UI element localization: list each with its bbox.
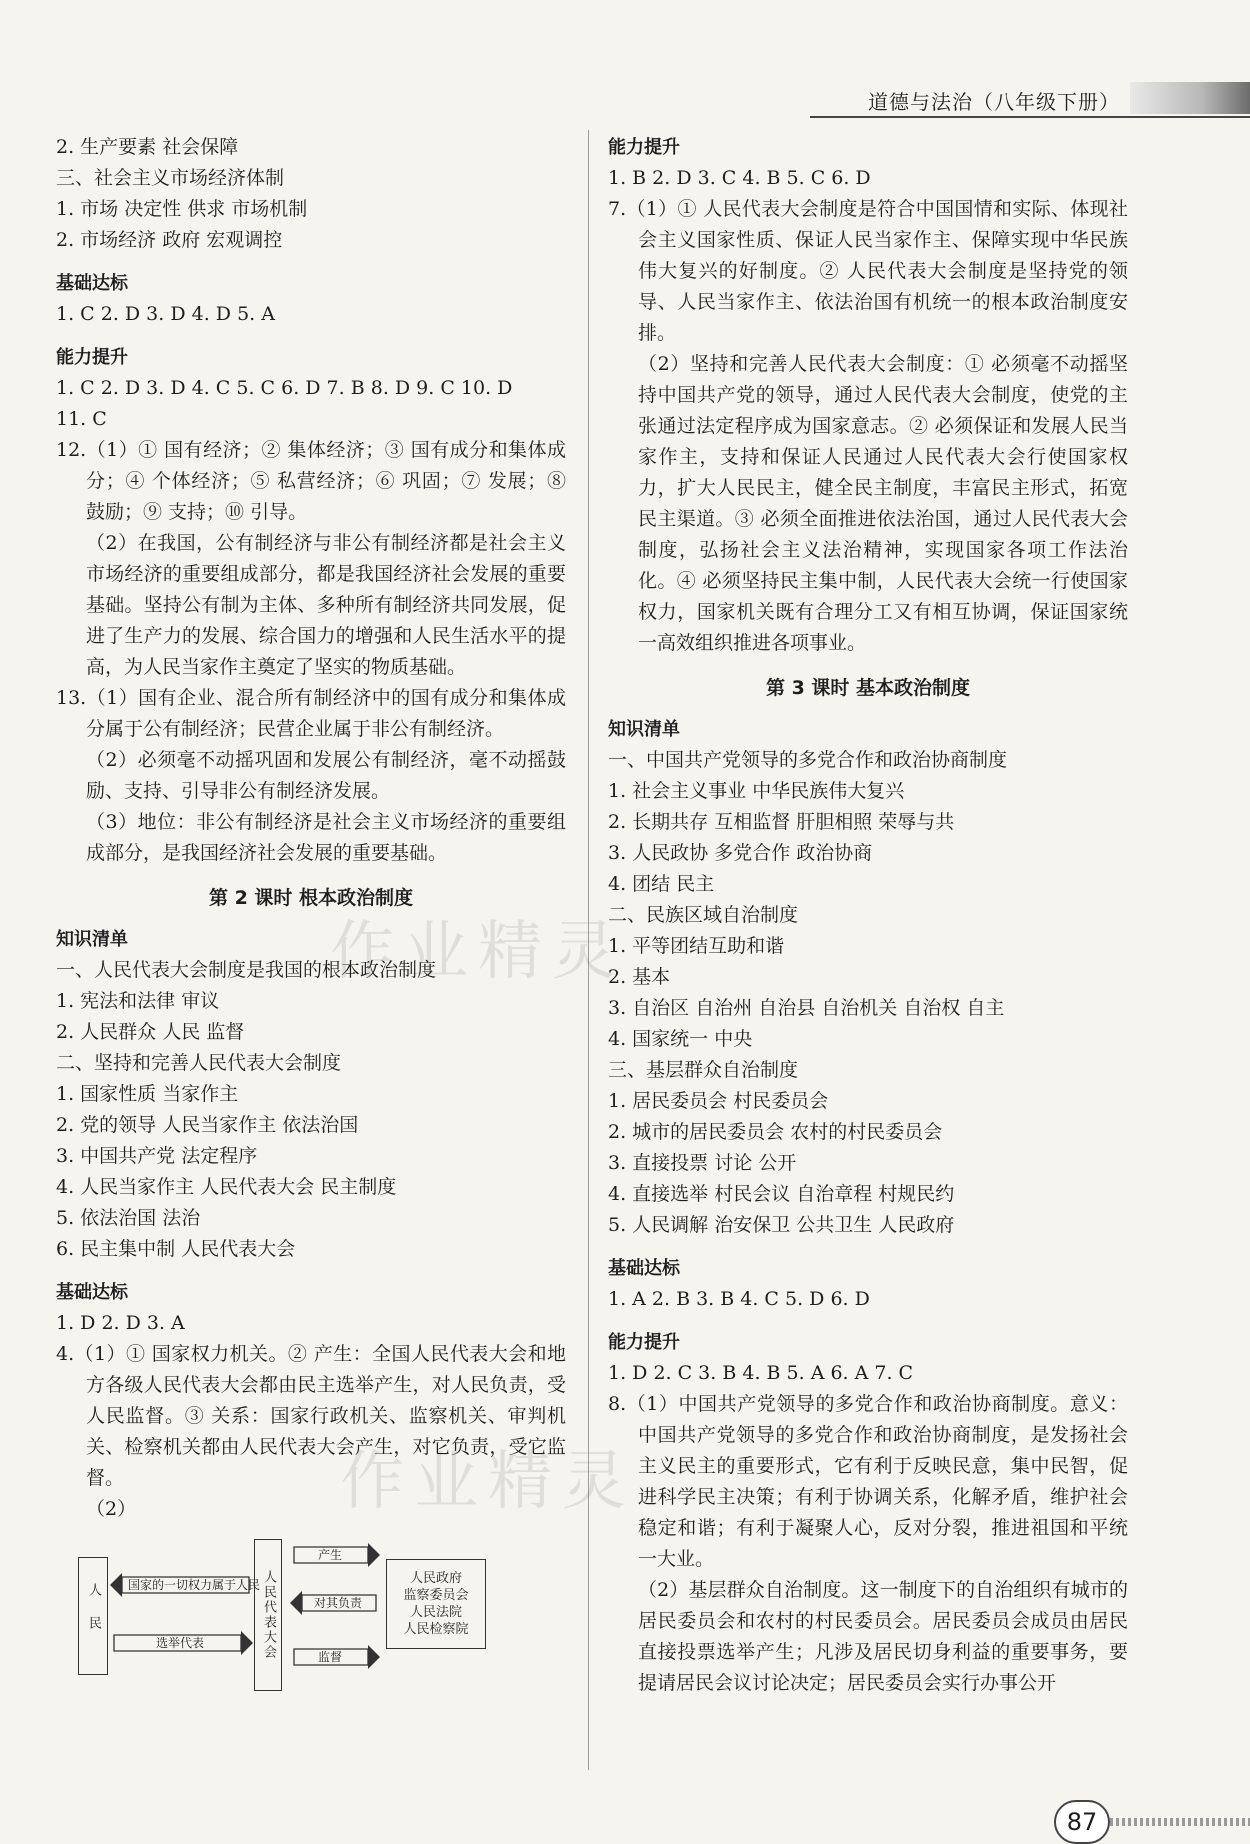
label-supervise: 监督 (318, 1650, 343, 1664)
list-item: 3. 中国共产党 法定程序 (56, 1145, 258, 1167)
list-item: 1. 社会主义事业 中华民族伟大复兴 (608, 780, 905, 802)
label-elect: 选举代表 (156, 1636, 205, 1650)
header-rule (810, 116, 1250, 118)
answer-line: （2） (86, 1498, 137, 1520)
section-heading: 能力提升 (56, 347, 128, 368)
list-item: 2. 基本 (608, 966, 671, 988)
answer-paragraph: （2）基层群众自治制度。这一制度下的自治组织有城市的居民委员会和农村的村民委员会。居民委员会成员由居民直接投票选举产生；凡涉及居民切身利益的重要事务，要提请居民会议讨论决定；居民委员会实行办事公开 (638, 1579, 1128, 1694)
text-line: 2. 市场经济 政府 宏观调控 (56, 229, 283, 251)
answer-paragraph: 7.（1）① 人民代表大会制度是符合中国国情和实际、体现社会主义国家性质、保证人民当家作主、保障实现中华民族伟大复兴的好制度。② 人民代表大会制度是坚持党的领导、人民当家作主、依法治国有机统一的根本政治制度安排。 (608, 198, 1128, 344)
organ-supervision: 监察委员会 (403, 1588, 469, 1603)
list-item: 2. 城市的居民委员会 农村的村民委员会 (608, 1121, 943, 1143)
answer-line: 1. D 2. D 3. A (56, 1312, 185, 1334)
list-item: 2. 党的领导 人民当家作主 依法治国 (56, 1114, 359, 1136)
section-heading: 能力提升 (608, 137, 680, 158)
answer-paragraph: 4.（1）① 国家权力机关。② 产生：全国人民代表大会和地方各级人民代表大会都由民主选举产生，对人民负责，受人民监督。③ 关系：国家行政机关、监察机关、审判机关、检察机关都由人民代表大会产生，对它负责，受它监督。 (56, 1343, 566, 1489)
list-item: 3. 直接投票 讨论 公开 (608, 1152, 797, 1174)
list-item: 3. 人民政协 多党合作 政治协商 (608, 842, 873, 864)
answer-paragraph: （2）必须毫不动摇巩固和发展公有制经济，毫不动摇鼓励、支持、引导非公有制经济发展。 (86, 749, 566, 802)
answer-paragraph: 13.（1）国有企业、混合所有制经济中的国有成分和集体成分属于公有制经济；民营企业属于非公有制经济。 (56, 687, 566, 740)
answer-paragraph: （2）坚持和完善人民代表大会制度：① 必须毫不动摇坚持中国共产党的领导，通过人民代表大会制度，使党的主张通过法定程序成为国家意志。② 必须保证和发展人民当家作主，支持和保证人民通过人民代表大会行使国家权力，扩大人民民主，健全民主制度，丰富民主形式，拓宽民主渠道。③ 必须全面推进依法治国，通过人民代表大会制度，弘扬社会主义法治精神，实现国家各项工作法治化。④ 必须坚持民主集中制，人民代表大会统一行使国家权力，国家机关既有合理分工又有相互协调，保证国家统一高效组织推进各项事业。 (638, 353, 1128, 654)
header-bar-decoration (1130, 82, 1250, 114)
list-item: 4. 人民当家作主 人民代表大会 民主制度 (56, 1176, 397, 1198)
answer-paragraph: （2）在我国，公有制经济与非公有制经济都是社会主义市场经济的重要组成部分，都是我国经济社会发展的重要基础。坚持公有制为主体、多种所有制经济共同发展，促进了生产力的发展、综合国力的增强和人民生活水平的提高，为人民当家作主奠定了坚实的物质基础。 (86, 532, 566, 678)
header-title: 道德与法治（八年级下册） (868, 90, 1120, 114)
section-heading: 知识清单 (56, 929, 128, 950)
label-produce: 产生 (318, 1548, 343, 1562)
list-item: 5. 依法治国 法治 (56, 1207, 201, 1229)
diagram-arrows (56, 1529, 526, 1719)
list-item: 4. 团结 民主 (608, 873, 715, 895)
list-item: 二、坚持和完善人民代表大会制度 (56, 1052, 342, 1074)
npc-box: 人民代表大会 (254, 1539, 282, 1691)
list-item: 1. 国家性质 当家作主 (56, 1083, 239, 1105)
organ-government: 人民政府 (409, 1571, 462, 1586)
text-line: 1. 市场 决定性 供求 市场机制 (56, 198, 308, 220)
watermark-1: 作业精灵 (330, 915, 626, 989)
answer-line: 1. A 2. B 3. B 4. C 5. D 6. D (608, 1288, 870, 1310)
answer-line: 1. C 2. D 3. D 4. C 5. C 6. D 7. B 8. D 9. C 10. D (56, 377, 513, 399)
section-heading: 知识清单 (608, 719, 680, 740)
answer-line: 1. C 2. D 3. D 4. D 5. A (56, 303, 275, 325)
watermark-2: 作业精灵 (340, 1445, 636, 1519)
answer-line: 1. B 2. D 3. C 4. B 5. C 6. D (608, 167, 871, 189)
list-item: 1. 宪法和法律 审议 (56, 990, 220, 1012)
list-item: 1. 居民委员会 村民委员会 (608, 1090, 829, 1112)
list-item: 一、人民代表大会制度是我国的根本政治制度 (56, 959, 437, 981)
left-column (56, 132, 566, 1719)
section-heading: 能力提升 (608, 1332, 680, 1353)
organ-court: 人民法院 (409, 1605, 462, 1620)
list-item: 5. 人民调解 治安保卫 公共卫生 人民政府 (608, 1214, 955, 1236)
lesson-title: 第 3 课时 基本政治制度 (765, 677, 971, 699)
text-line: 2. 生产要素 社会保障 (56, 136, 239, 158)
answer-paragraph: 8.（1）中国共产党领导的多党合作和政治协商制度。意义：中国共产党领导的多党合作和政治协商制度，是发扬社会主义民主的重要形式，它有利于反映民意，集中民智，促进科学民主决策；有利于协调关系，化解矛盾，维护社会稳定和谐；有利于凝聚人心，反对分裂，推进祖国和平统一大业。 (608, 1393, 1128, 1570)
lesson-title: 第 2 课时 根本政治制度 (208, 887, 414, 909)
list-item: 1. 平等团结互助和谐 (608, 935, 785, 957)
npc-diagram (56, 1529, 526, 1719)
list-item: 4. 国家统一 中央 (608, 1028, 753, 1050)
label-responsible: 对其负责 (314, 1596, 363, 1610)
list-item: 三、基层群众自治制度 (608, 1059, 799, 1081)
list-item: 一、中国共产党领导的多党合作和政治协商制度 (608, 749, 1008, 771)
answer-paragraph: 12.（1）① 国有经济；② 集体经济；③ 国有成分和集体成分；④ 个体经济；⑤ 私营经济；⑥ 巩固；⑦ 发展；⑧ 鼓励；⑨ 支持；⑩ 引导。 (56, 439, 566, 523)
list-item: 2. 长期共存 互相监督 肝胆相照 荣辱与共 (608, 811, 955, 833)
answer-paragraph: （3）地位：非公有制经济是社会主义市场经济的重要组成部分，是我国经济社会发展的重要基础。 (86, 811, 566, 864)
list-item: 3. 自治区 自治州 自治县 自治机关 自治权 自主 (608, 997, 1005, 1019)
answer-line: 11. C (56, 408, 107, 430)
section-heading: 基础达标 (56, 273, 128, 294)
list-item: 4. 直接选举 村民会议 自治章程 村规民约 (608, 1183, 955, 1205)
text-line: 三、社会主义市场经济体制 (56, 167, 285, 189)
page-number-stripe (1110, 1818, 1250, 1826)
answer-line: 1. D 2. C 3. B 4. B 5. A 6. A 7. C (608, 1362, 914, 1384)
organ-procuratorate: 人民检察院 (403, 1622, 469, 1637)
section-heading: 基础达标 (56, 1282, 128, 1303)
right-column (608, 132, 1128, 1699)
list-item: 2. 人民群众 人民 监督 (56, 1021, 245, 1043)
section-heading: 基础达标 (608, 1258, 680, 1279)
people-box: 人民 (78, 1557, 108, 1675)
page-number: 87 (1054, 1800, 1110, 1844)
list-item: 6. 民主集中制 人民代表大会 (56, 1238, 296, 1260)
label-rights: 国家的一切权力属于人民 (128, 1578, 261, 1592)
list-item: 二、民族区域自治制度 (608, 904, 799, 926)
